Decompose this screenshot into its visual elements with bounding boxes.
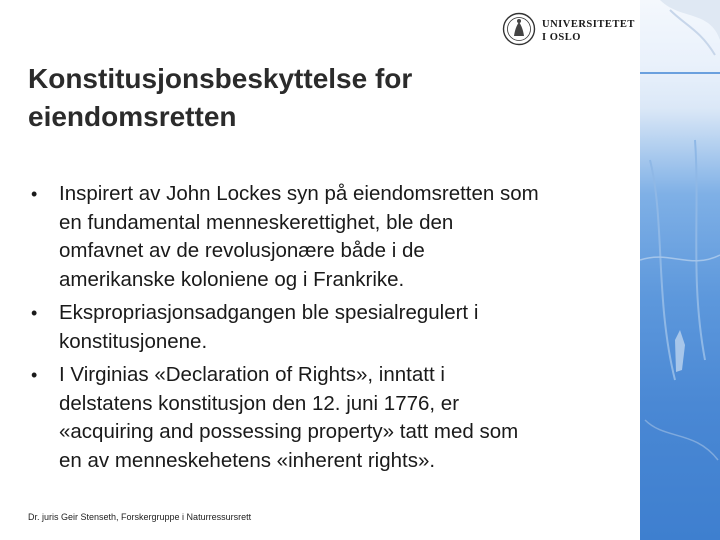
bullet-text-line: I Virginias «Declaration of Rights», inntatt i [59,363,445,386]
bullet-text-line: Inspirert av John Lockes syn på eiendomsretten som [59,182,539,205]
bullet-item [28,361,638,475]
bullet-text-line: konstitusjonene. [59,329,208,353]
title-line: Konstitusjonsbeskyttelse for [28,63,413,94]
bullet-text-line: en av menneskehetens «inherent rights». [59,448,436,472]
title-line: eiendomsretten [28,101,237,132]
decorative-side-panel [640,0,720,540]
bullet-item [28,299,638,356]
bullet-text-line: delstatens konstitusjon den 12. juni 1776, er [59,391,460,415]
university-logo [498,10,638,50]
statue-relief-image [640,0,720,540]
slide-footer: Dr. juris Geir Stenseth, Forskergruppe i Naturressursrett [28,512,252,522]
bullet-marker: • [31,365,38,385]
logo-text-line1: UNIVERSITETET [542,19,635,30]
slide-title [28,60,588,136]
panel-divider [640,72,720,74]
bullet-list [28,180,638,480]
university-seal-icon [502,12,536,46]
logo-text-line2: I OSLO [542,32,581,43]
bullet-text-line: omfavnet av de revolusjonære både i de [59,239,425,262]
bullet-marker: • [31,184,38,204]
bullet-text-line: amerikanske koloniene og i Frankrike. [59,267,405,291]
bullet-text-line: Ekspropriasjonsadgangen ble spesialregulert i [59,301,479,324]
bullet-item [28,180,638,294]
bullet-text-line: en fundamental menneskerettighet, ble den [59,210,454,234]
bullet-marker: • [31,303,38,323]
bullet-text-line: «acquiring and possessing property» tatt med som [59,420,519,443]
